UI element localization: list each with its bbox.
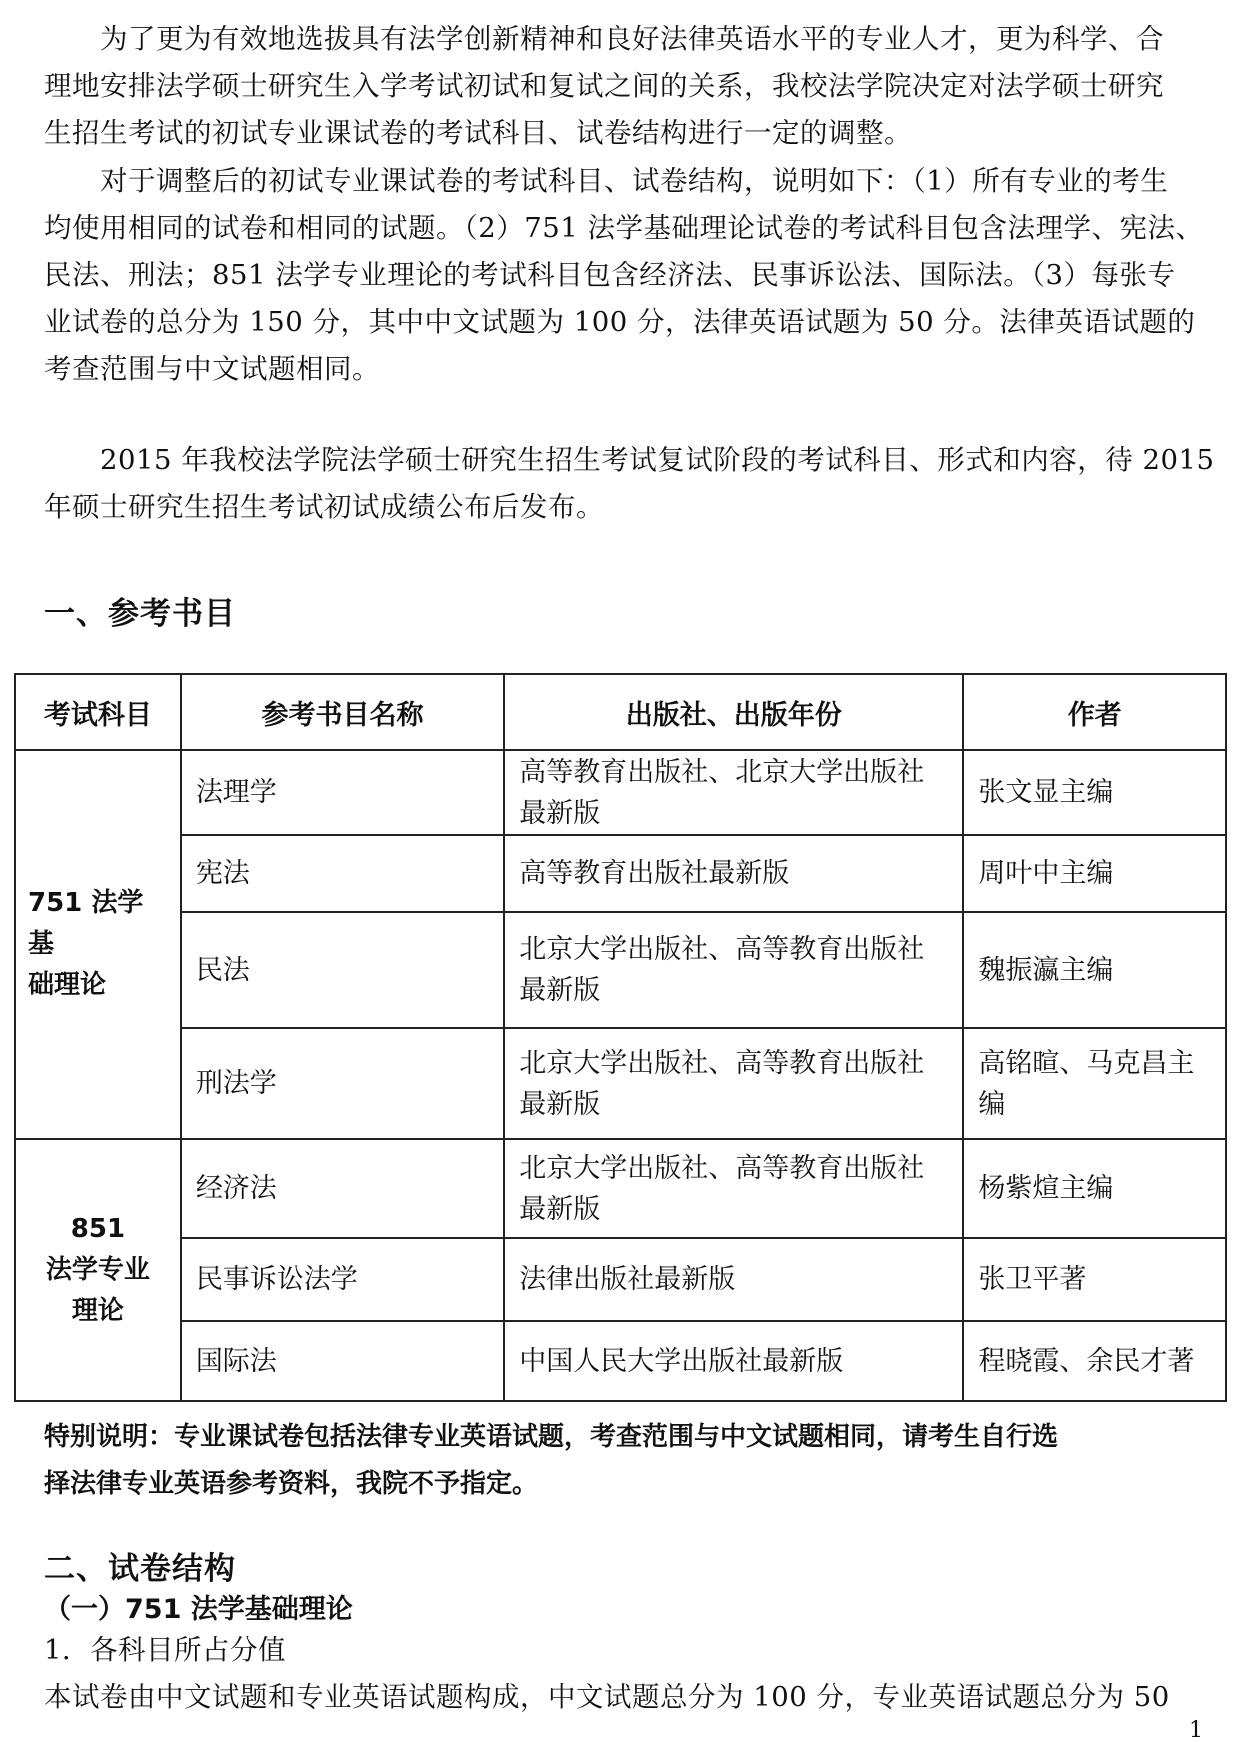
book-title-cell: 刑法学 [181, 1028, 504, 1139]
author-line: 程晓霞、余民才著 [978, 1345, 1195, 1377]
subject-cell-851 [15, 1139, 181, 1401]
author-cell [963, 1139, 1226, 1238]
table-row [15, 835, 1226, 912]
special-note [44, 1414, 1204, 1508]
subject-line: 751 法学基 [28, 888, 144, 959]
column-header-publisher: 出版社、出版年份 [504, 674, 963, 750]
author-line: 编 [978, 1088, 1006, 1120]
subject-line: 851 [70, 1213, 126, 1244]
publisher-cell [504, 1028, 963, 1139]
text-line: 业试卷的总分为 150 分，其中中文试题为 100 分，法律英语试题为 50 分。法律英语试题的 [44, 306, 1196, 338]
publisher-cell [504, 835, 963, 912]
publisher-line: 法律出版社最新版 [519, 1264, 736, 1295]
table-row [15, 750, 1226, 835]
author-line: 魏振瀛主编 [978, 954, 1114, 986]
subject-cell-751 [15, 750, 181, 1139]
book-title-cell: 民法 [181, 912, 504, 1028]
text-line: 年硕士研究生招生考试初试成绩公布后发布。 [44, 491, 604, 523]
publisher-line: 北京大学出版社、高等教育出版社 [519, 1047, 925, 1079]
subject-line: 法学专业 [45, 1254, 150, 1285]
author-line: 杨紫煊主编 [978, 1173, 1114, 1204]
intro-paragraph-1 [44, 16, 1243, 157]
section-heading-exam-structure: 二、试卷结构 [44, 1551, 236, 1587]
author-line: 张卫平著 [978, 1264, 1087, 1295]
author-cell [963, 750, 1226, 835]
intro-paragraph-3 [44, 437, 1243, 531]
author-line: 周叶中主编 [978, 858, 1114, 889]
publisher-line: 高等教育出版社最新版 [519, 858, 790, 889]
text-line: 为了更为有效地选拔具有法学创新精神和良好法律英语水平的专业人才，更为科学、合 [100, 23, 1164, 55]
table-header-row [15, 674, 1226, 750]
subject-line: 础理论 [28, 970, 107, 1000]
publisher-cell [504, 1238, 963, 1321]
text-line: 均使用相同的试卷和相同的试题。（2）751 法学基础理论试卷的考试科目包含法理学、宪法、 [44, 212, 1204, 244]
text-line: 对于调整后的初试专业课试卷的考试科目、试卷结构，说明如下：（1）所有专业的考生 [100, 165, 1169, 197]
note-line: 择法律专业英语参考资料，我院不予指定。 [44, 1469, 539, 1499]
book-title-cell: 经济法 [181, 1139, 504, 1238]
column-header-book-title: 参考书目名称 [181, 674, 504, 750]
publisher-line: 北京大学出版社、高等教育出版社 [519, 934, 925, 965]
item-heading [44, 1627, 1194, 1721]
column-header-subject: 考试科目 [15, 674, 181, 750]
book-title-cell: 国际法 [181, 1321, 504, 1401]
page-number: 1 [1189, 1718, 1203, 1743]
author-cell [963, 1028, 1226, 1139]
publisher-line: 最新版 [519, 797, 601, 829]
subsection-heading-751: （一）751 法学基础理论 [44, 1594, 353, 1625]
book-title-cell: 民事诉讼法学 [181, 1238, 504, 1321]
text-line: 考查范围与中文试题相同。 [44, 353, 380, 385]
text-line: 本试卷由中文试题和专业英语试题构成，中文试题总分为 100 分，专业英语试题总分为 50 [44, 1681, 1170, 1713]
book-title-cell: 法理学 [181, 750, 504, 835]
subject-line: 理论 [71, 1295, 124, 1326]
author-cell [963, 1321, 1226, 1401]
table-row [15, 1028, 1226, 1139]
table-row [15, 912, 1226, 1028]
text-line: 理地安排法学硕士研究生入学考试初试和复试之间的关系，我校法学院决定对法学硕士研究 [44, 70, 1164, 102]
publisher-line: 最新版 [519, 975, 601, 1006]
publisher-line: 中国人民大学出版社最新版 [519, 1345, 844, 1377]
text-line: 2015 年我校法学院法学硕士研究生招生考试复试阶段的考试科目、形式和内容，待 2015 [100, 444, 1215, 476]
publisher-line: 北京大学出版社、高等教育出版社 [519, 1152, 925, 1184]
publisher-cell [504, 912, 963, 1028]
publisher-line: 最新版 [519, 1088, 601, 1120]
text-line: 1．各科目所占分值 [44, 1634, 286, 1666]
note-line: 特别说明：专业课试卷包括法律专业英语试题，考查范围与中文试题相同，请考生自行选 [44, 1422, 1059, 1452]
publisher-cell [504, 1321, 963, 1401]
author-line: 高铭暄、马克昌主 [978, 1047, 1195, 1079]
book-title-cell: 宪法 [181, 835, 504, 912]
author-cell [963, 835, 1226, 912]
author-cell [963, 912, 1226, 1028]
text-line: 生招生考试的初试专业课试卷的考试科目、试卷结构进行一定的调整。 [44, 117, 912, 149]
publisher-cell [504, 1139, 963, 1238]
column-header-author: 作者 [963, 674, 1226, 750]
section-heading-references: 一、参考书目 [44, 596, 236, 632]
publisher-cell [504, 750, 963, 835]
author-line: 张文显主编 [978, 777, 1114, 808]
publisher-line: 最新版 [519, 1193, 601, 1225]
intro-paragraph-2 [44, 158, 1243, 393]
table-row [15, 1321, 1226, 1401]
text-line: 民法、刑法；851 法学专业理论的考试科目包含经济法、民事诉讼法、国际法。（3）每张专 [44, 259, 1176, 291]
publisher-line: 高等教育出版社、北京大学出版社 [519, 756, 925, 788]
author-cell [963, 1238, 1226, 1321]
table-row [15, 1238, 1226, 1321]
reference-books-table [14, 673, 1227, 1402]
table-row [15, 1139, 1226, 1238]
